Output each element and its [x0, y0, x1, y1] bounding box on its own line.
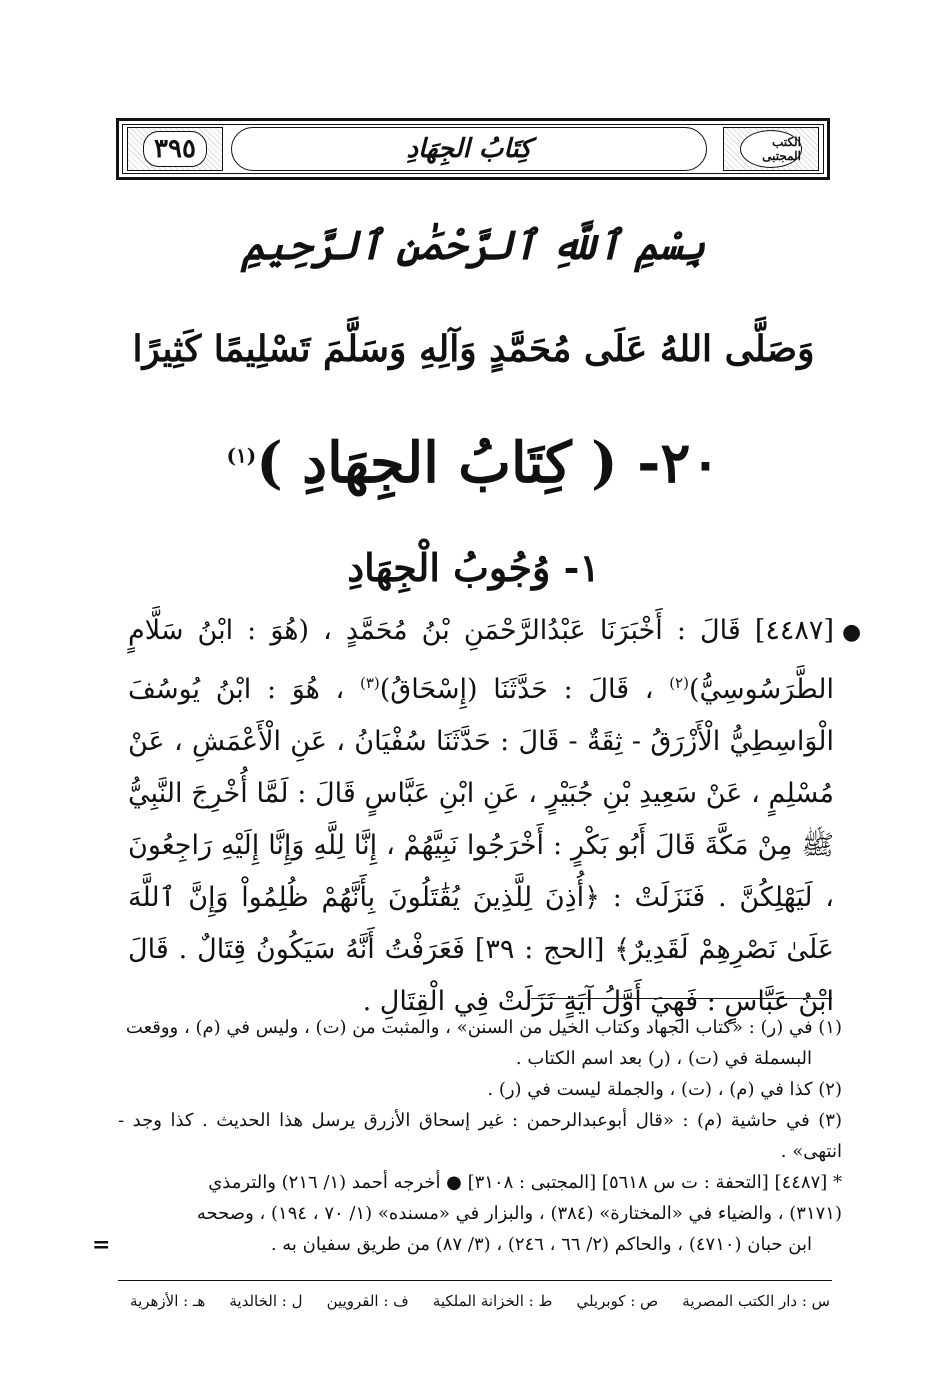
takhrij-line-1	[118, 1167, 842, 1198]
legend-item: ط : الخزانة الملكية	[432, 1292, 553, 1310]
hadith-text	[128, 605, 834, 1028]
footnote-1-continued: البسملة في (ت) ، (ر) بعد اسم الكتاب .	[515, 1048, 812, 1069]
hadith-number: [٤٤٨٧]	[754, 615, 834, 646]
hadith-text-part-3: ، هُوَ : ابْنُ يُوسُفَ الْوَاسِطِيُّ الْأَزْرَقُ - ثِقَةٌ - قَالَ : حَدَّثَنَا سُفْيَانُ ، عَنِ الْأَعْمَشِ ، عَنْ مُسْلِمٍ ، عَنْ سَعِيدِ بْنِ جُبَيْرٍ ، عَنِ ابْنِ عَبَّاسٍ قَالَ : لَمَّا أُخْرِجَ النَّبِيُّ ﷺ مِنْ مَكَّةَ قَالَ أَبُو بَكْرٍ : أَخْرَجُوا نَبِيَّهُمْ ، إِنَّا لِلَّهِ وَإِنَّا إِلَيْهِ رَاجِعُونَ ، لَيَهْلِكُنَّ . فَنَزَلَتْ : ﴿أُذِنَ لِلَّذِينَ يُقَٰتَلُونَ بِأَنَّهُمْ ظُلِمُواْ وَإِنَّ ٱللَّهَ عَلَىٰ نَصْرِهِمْ لَقَدِيرٌ﴾ [الحج : ٣٩] فَعَرَفْتُ أَنَّهُ سَيَكُونُ قِتَالٌ . قَالَ ابْنُ عَبَّاسٍ : فَهِيَ أَوَّلُ آيَةٍ نَزَلَتْ فِي الْقِتَالِ .	[128, 674, 834, 1017]
publisher-seal: الكتب المجتبى	[740, 130, 802, 168]
takhrij-text-1: [٤٤٨٧] [التحفة : ت س ٥٦١٨] [المجتبى : ٣١٠٨] ● أخرجه أحمد (١/ ٢١٦) والترمذي	[208, 1172, 828, 1193]
legend-separator	[118, 1280, 832, 1281]
chapter-title: ١- وُجُوبُ الْجِهَادِ	[347, 545, 600, 590]
legend-item: ص : كوبريلي	[576, 1292, 659, 1310]
page-number: ٣٩٥	[143, 131, 207, 167]
continuation-mark: =	[92, 1232, 111, 1258]
legend-item: ل : الخالدية	[229, 1292, 303, 1310]
running-title-cartouche	[231, 127, 707, 171]
hadith-text-part-1: قَالَ : أَخْبَرَنَا عَبْدُالرَّحْمَنِ بْنُ مُحَمَّدٍ ، (هُوَ : ابْنُ سَلَّامٍ الطَّرَسُوسِيُّ)	[128, 615, 834, 705]
salawat-line: وَصَلَّى اللهُ عَلَى مُحَمَّدٍ وَآلِهِ وَسَلَّمَ تَسْلِيمًا كَثِيرًا	[132, 328, 815, 370]
footnote-3: (٣) في حاشية (م) : «قال أبوعبدالرحمن : غير إسحاق الأزرق يرسل هذا الحديث . كذا وجد - انتهى» .	[118, 1110, 842, 1162]
star-icon: *	[833, 1172, 842, 1193]
legend-item: س : دار الكتب المصرية	[682, 1292, 830, 1310]
publisher-seal-ornament	[723, 127, 819, 171]
footnotes	[118, 1012, 842, 1260]
legend-item: هـ : الأزهرية	[130, 1292, 206, 1310]
footnote-separator	[531, 998, 832, 999]
running-title: كِتَابُ الجِهَادِ	[406, 134, 532, 164]
book-name: ( كِتَابُ الجِهَادِ )	[256, 430, 618, 496]
footnote-ref-3: (٣)	[359, 674, 380, 692]
footnote-2: (٢) كذا في (م) ، (ت) ، والجملة ليست في (ر) .	[487, 1079, 842, 1100]
book-title	[0, 430, 947, 496]
book-footnote-ref: (١)	[226, 443, 257, 468]
footnote-1: (١) في (ر) : «كتاب الجهاد وكتاب الخيل من السنن» ، والمثبت من (ت) ، وليس في (م) ، ووقعت	[125, 1017, 842, 1038]
hadith-text-part-2: ، قَالَ : حَدَّثَنَا (إِسْحَاقُ)	[379, 674, 654, 705]
basmala: بِسْمِ ٱللَّهِ ٱلرَّحْمَٰنِ ٱلرَّحِيمِ	[241, 222, 706, 269]
legend-item: ف : القرويين	[326, 1292, 409, 1310]
manuscript-legend	[130, 1292, 830, 1310]
takhrij-line-2: (٣١٧١) ، والضياء في «المختارة» (٣٨٤) ، والبزار في «مسنده» (١/ ٧٠ ، ١٩٤) ، وصححه	[196, 1203, 842, 1224]
page-header	[116, 118, 830, 180]
footnote-ref-2: (٢)	[669, 674, 689, 692]
takhrij-line-3: ابن حبان (٤٧١٠) ، والحاكم (٢/ ٦٦ ، ٢٤٦) ، (٣/ ٨٧) من طريق سفيان به .	[270, 1234, 812, 1255]
page-number-ornament	[127, 127, 223, 171]
bullet-icon: ●	[842, 620, 862, 645]
book-number: ٢٠-	[637, 430, 721, 496]
